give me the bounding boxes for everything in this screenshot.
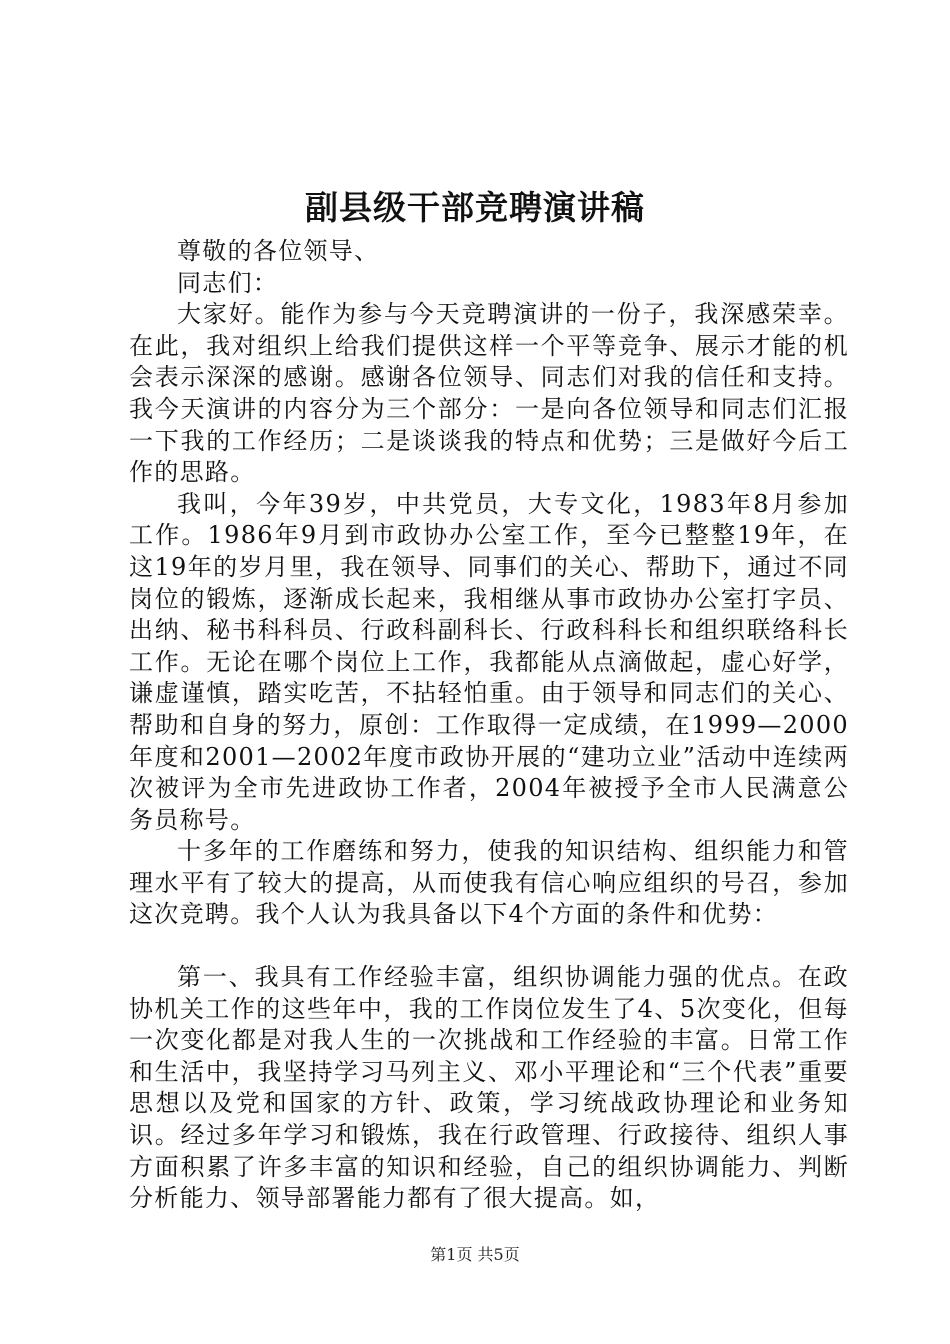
document-body xyxy=(129,236,849,1215)
paragraph-point-one: 第一、我具有工作经验丰富，组织协调能力强的优点。在政协机关工作的这些年中，我的工作岗位发生了4、5次变化，但每一次变化都是对我人生的一次挑战和工作经验的丰富。日常工作和生活中，我坚持学习马列主义、邓小平理论和“三个代表”重要思想以及党和国家的方针、政策，学习统战政协理论和业务知识。经过多年学习和锻炼，我在行政管理、行政接待、组织人事方面积累了许多丰富的知识和经验，自己的组织协调能力、判断分析能力、领导部署能力都有了很大提高。如， xyxy=(129,963,849,1213)
salutation-line-2: 同志们： xyxy=(177,268,279,297)
salutation-line-1: 尊敬的各位领导、 xyxy=(177,237,380,265)
paragraph-background: 我叫，今年39岁，中共党员，大专文化，1983年8月参加工作。1986年9月到市政协办公室工作，至今已整整19年，在这19年的岁月里，我在领导、同事们的关心、帮助下，通过不同岗位的锻炼，逐渐成长起来，我相继从事市政协办公室打字员、出纳、秘书科科员、行政科副科长、行政科科长和组织联络科长工作。无论在哪个岗位上工作，我都能从点滴做起，虚心好学，谦虚谨慎，踏实吃苦，不拈轻怕重。由于领导和同志们的关心、帮助和自身的努力，原创：工作取得一定成绩，在1999—2000年度和2001—2002年度市政协开展的“建功立业”活动中连续两次被评为全市先进政协工作者，2004年被授予全市人民满意公务员称号。 xyxy=(129,489,849,834)
document-title: 副县级干部竞聘演讲稿 xyxy=(305,188,645,227)
page-number-footer: 第1页 共5页 xyxy=(430,1245,520,1264)
paragraph-qualifications-intro: 十多年的工作磨练和努力，使我的知识结构、组织能力和管理水平有了较大的提高，从而使我有信心响应组织的号召，参加这次竞聘。我个人认为我具备以下4个方面的条件和优势： xyxy=(129,837,849,929)
paragraph-greeting: 大家好。能作为参与今天竞聘演讲的一份子，我深感荣幸。在此，我对组织上给我们提供这样一个平等竞争、展示才能的机会表示深深的感谢。感谢各位领导、同志们对我的信任和支持。我今天演讲的内容分为三个部分：一是向各位领导和同志们汇报一下我的工作经历；二是谈谈我的特点和优势；三是做好今后工作的思路。 xyxy=(129,300,849,487)
